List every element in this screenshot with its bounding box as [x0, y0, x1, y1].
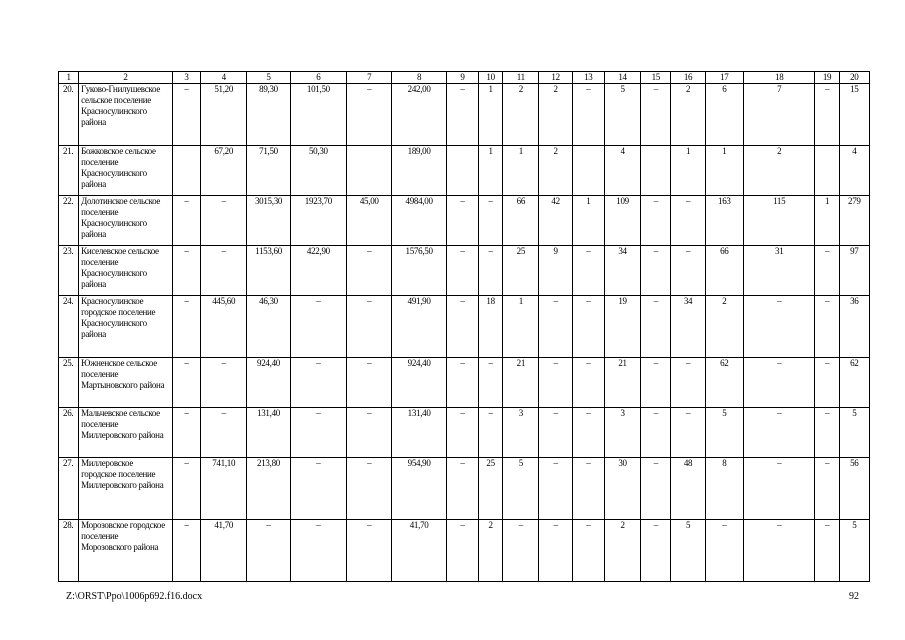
table-header-row	[59, 72, 870, 84]
table-cell: 1	[479, 84, 503, 146]
settlement-name: Долотинское сельское поселение Красносулинского района	[79, 196, 173, 246]
table-cell	[347, 146, 392, 196]
data-table	[58, 71, 870, 582]
column-header: 6	[290, 72, 346, 84]
table-cell: 18	[479, 296, 503, 358]
table-cell: 1	[671, 146, 705, 196]
column-header: 7	[347, 72, 392, 84]
table-cell: 30	[604, 458, 640, 520]
settlement-name: Миллеровское городское поселение Миллеровского района	[79, 458, 173, 520]
table-cell: 6	[705, 84, 743, 146]
table-cell: –	[172, 458, 200, 520]
column-header: 13	[572, 72, 604, 84]
table-row	[59, 358, 870, 408]
column-header: 15	[641, 72, 671, 84]
table-cell: 34	[671, 296, 705, 358]
table-cell: 213,80	[247, 458, 290, 520]
table-cell: 41,70	[201, 520, 247, 582]
table-cell: 67,20	[201, 146, 247, 196]
table-cell: –	[172, 520, 200, 582]
settlement-name: Киселевское сельское поселение Красносулинского района	[79, 246, 173, 296]
table-cell: 21	[604, 358, 640, 408]
table-cell	[815, 146, 839, 196]
table-cell: –	[641, 246, 671, 296]
table-cell: 1153,60	[247, 246, 290, 296]
column-header: 10	[479, 72, 503, 84]
table-cell: 445,60	[201, 296, 247, 358]
table-cell: –	[539, 408, 572, 458]
table-cell: 42	[539, 196, 572, 246]
column-header: 16	[671, 72, 705, 84]
table-cell: 7	[743, 84, 815, 146]
table-cell: 4984,00	[392, 196, 446, 246]
table-cell: –	[572, 520, 604, 582]
table-cell: 9	[539, 246, 572, 296]
table-cell: –	[290, 408, 346, 458]
table-cell: –	[539, 296, 572, 358]
table-cell: –	[172, 408, 200, 458]
table-cell: 924,40	[392, 358, 446, 408]
column-header: 9	[446, 72, 478, 84]
table-cell: 3	[503, 408, 539, 458]
settlement-name: Южненское сельское поселение Мартыновского района	[79, 358, 173, 408]
table-cell: 924,40	[247, 358, 290, 408]
table-cell: –	[347, 520, 392, 582]
table-cell: –	[446, 196, 478, 246]
table-cell: 1	[572, 196, 604, 246]
table-row	[59, 408, 870, 458]
table-row	[59, 246, 870, 296]
table-cell: –	[815, 358, 839, 408]
table-cell: –	[479, 358, 503, 408]
table-cell: –	[172, 358, 200, 408]
table-cell: 2	[539, 84, 572, 146]
table-cell: 2	[705, 296, 743, 358]
table-cell: –	[446, 408, 478, 458]
table-cell: –	[671, 358, 705, 408]
table-cell: –	[347, 458, 392, 520]
table-row	[59, 520, 870, 582]
table-cell: 89,30	[247, 84, 290, 146]
table-cell: –	[641, 358, 671, 408]
table-cell: 5	[604, 84, 640, 146]
table-cell: –	[347, 358, 392, 408]
table-cell: –	[815, 84, 839, 146]
table-cell	[572, 146, 604, 196]
settlement-name: Гуково-Гнилушевское сельское поселение Красносулинского района	[79, 84, 173, 146]
column-header: 2	[79, 72, 173, 84]
table-cell: 1	[705, 146, 743, 196]
table-cell: –	[572, 408, 604, 458]
table-cell: –	[479, 246, 503, 296]
table-cell: –	[446, 358, 478, 408]
table-cell: 741,10	[201, 458, 247, 520]
table-cell: –	[815, 520, 839, 582]
table-cell: 25	[479, 458, 503, 520]
row-number: 23.	[59, 246, 79, 296]
column-header: 18	[743, 72, 815, 84]
column-header: 19	[815, 72, 839, 84]
table-cell: –	[172, 196, 200, 246]
table-cell: –	[671, 246, 705, 296]
row-number: 28.	[59, 520, 79, 582]
table-cell: –	[641, 84, 671, 146]
table-cell: 8	[705, 458, 743, 520]
table-cell: –	[743, 520, 815, 582]
table-cell: –	[539, 358, 572, 408]
table-cell: 491,90	[392, 296, 446, 358]
row-number: 26.	[59, 408, 79, 458]
column-header: 5	[247, 72, 290, 84]
row-number: 22.	[59, 196, 79, 246]
table-cell: –	[446, 246, 478, 296]
table-cell: 1923,70	[290, 196, 346, 246]
table-cell: –	[743, 458, 815, 520]
table-cell: –	[539, 520, 572, 582]
table-cell: 2	[479, 520, 503, 582]
table-cell: 71,50	[247, 146, 290, 196]
table-cell: 41,70	[392, 520, 446, 582]
table-cell: –	[479, 408, 503, 458]
row-number: 25.	[59, 358, 79, 408]
table-cell: 46,30	[247, 296, 290, 358]
column-header: 12	[539, 72, 572, 84]
table-cell: –	[641, 296, 671, 358]
table-cell: –	[172, 246, 200, 296]
table-cell: 36	[839, 296, 869, 358]
table-row	[59, 196, 870, 246]
table-cell: –	[641, 196, 671, 246]
table-cell: –	[446, 520, 478, 582]
column-header: 3	[172, 72, 200, 84]
table-cell: –	[347, 408, 392, 458]
row-number: 27.	[59, 458, 79, 520]
column-header: 11	[503, 72, 539, 84]
table-cell: –	[641, 520, 671, 582]
table-cell: 2	[604, 520, 640, 582]
table-cell	[446, 146, 478, 196]
table-row	[59, 84, 870, 146]
table-cell: 31	[743, 246, 815, 296]
table-cell: 5	[839, 408, 869, 458]
table-cell: –	[201, 408, 247, 458]
table-cell: 4	[839, 146, 869, 196]
table-cell: 2	[743, 146, 815, 196]
table-cell: –	[201, 246, 247, 296]
table-cell: –	[572, 358, 604, 408]
table-cell: –	[290, 520, 346, 582]
table-cell: 1576,50	[392, 246, 446, 296]
page-number: 92	[849, 591, 859, 602]
table-cell	[172, 146, 200, 196]
table-cell: 62	[839, 358, 869, 408]
table-cell: 2	[503, 84, 539, 146]
column-header: 20	[839, 72, 869, 84]
table-cell: –	[671, 408, 705, 458]
table-cell: –	[743, 296, 815, 358]
table-row	[59, 296, 870, 358]
row-number: 20.	[59, 84, 79, 146]
table-cell: –	[172, 296, 200, 358]
table-cell: 62	[705, 358, 743, 408]
table-cell: 2	[539, 146, 572, 196]
table-cell: –	[743, 408, 815, 458]
table-cell: 1	[503, 296, 539, 358]
settlement-name: Морозовское городское поселение Морозовского района	[79, 520, 173, 582]
table-cell: –	[671, 196, 705, 246]
table-cell: 279	[839, 196, 869, 246]
table-cell: –	[815, 458, 839, 520]
table-cell: 242,00	[392, 84, 446, 146]
column-header: 1	[59, 72, 79, 84]
table-cell: –	[641, 458, 671, 520]
table-cell: 21	[503, 358, 539, 408]
column-header: 4	[201, 72, 247, 84]
column-header: 17	[705, 72, 743, 84]
table-cell: 109	[604, 196, 640, 246]
column-header: 8	[392, 72, 446, 84]
table-cell: 1	[479, 146, 503, 196]
file-path: Z:\ORST\Ppo\1006p692.f16.docx	[66, 591, 203, 602]
table-cell: –	[247, 520, 290, 582]
table-cell: 51,20	[201, 84, 247, 146]
table-cell: –	[503, 520, 539, 582]
table-cell: 97	[839, 246, 869, 296]
table-cell: 131,40	[392, 408, 446, 458]
table-cell: 50,30	[290, 146, 346, 196]
table-cell: 5	[705, 408, 743, 458]
table-cell: –	[572, 296, 604, 358]
table-cell: 189,00	[392, 146, 446, 196]
table-cell: –	[479, 196, 503, 246]
table-cell: 1	[503, 146, 539, 196]
table-cell: –	[539, 458, 572, 520]
table-cell: 25	[503, 246, 539, 296]
table-cell: 115	[743, 196, 815, 246]
settlement-name: Божковское сельское поселение Красносулинского района	[79, 146, 173, 196]
table-cell: 48	[671, 458, 705, 520]
table-cell: 15	[839, 84, 869, 146]
table-cell: 5	[839, 520, 869, 582]
table-cell: –	[290, 358, 346, 408]
table-cell: –	[290, 458, 346, 520]
settlement-name: Мальчевское сельское поселение Миллеровского района	[79, 408, 173, 458]
table-cell: –	[201, 196, 247, 246]
table-row	[59, 458, 870, 520]
table-cell: 131,40	[247, 408, 290, 458]
table-cell: –	[201, 358, 247, 408]
table-cell: 4	[604, 146, 640, 196]
table-cell: –	[572, 458, 604, 520]
table-cell: 3	[604, 408, 640, 458]
table-cell: –	[446, 296, 478, 358]
table-cell: 66	[503, 196, 539, 246]
row-number: 21.	[59, 146, 79, 196]
table-cell: 45,00	[347, 196, 392, 246]
table-cell: 101,50	[290, 84, 346, 146]
row-number: 24.	[59, 296, 79, 358]
table-cell: –	[572, 246, 604, 296]
table-cell: 34	[604, 246, 640, 296]
table-cell: –	[347, 84, 392, 146]
table-cell: 2	[671, 84, 705, 146]
table-cell: –	[446, 84, 478, 146]
table-cell: 5	[671, 520, 705, 582]
table-cell: –	[172, 84, 200, 146]
column-header: 14	[604, 72, 640, 84]
table-cell: 422,90	[290, 246, 346, 296]
table-cell: –	[815, 296, 839, 358]
table-cell: –	[815, 246, 839, 296]
table-cell: 56	[839, 458, 869, 520]
table-cell: 3015,30	[247, 196, 290, 246]
table-cell: 1	[815, 196, 839, 246]
table-cell: 954,90	[392, 458, 446, 520]
table-cell: –	[815, 408, 839, 458]
table-cell: –	[347, 296, 392, 358]
table-cell: –	[446, 458, 478, 520]
table-cell: –	[572, 84, 604, 146]
table-cell: 5	[503, 458, 539, 520]
table-cell: 66	[705, 246, 743, 296]
settlement-name: Красносулинское городское поселение Красносулинского района	[79, 296, 173, 358]
table-cell: –	[705, 520, 743, 582]
table-cell: –	[743, 358, 815, 408]
table-cell: –	[641, 408, 671, 458]
table-cell: –	[347, 246, 392, 296]
table-row	[59, 146, 870, 196]
table-cell: –	[290, 296, 346, 358]
table-cell: 163	[705, 196, 743, 246]
table-cell: 19	[604, 296, 640, 358]
table-cell	[641, 146, 671, 196]
